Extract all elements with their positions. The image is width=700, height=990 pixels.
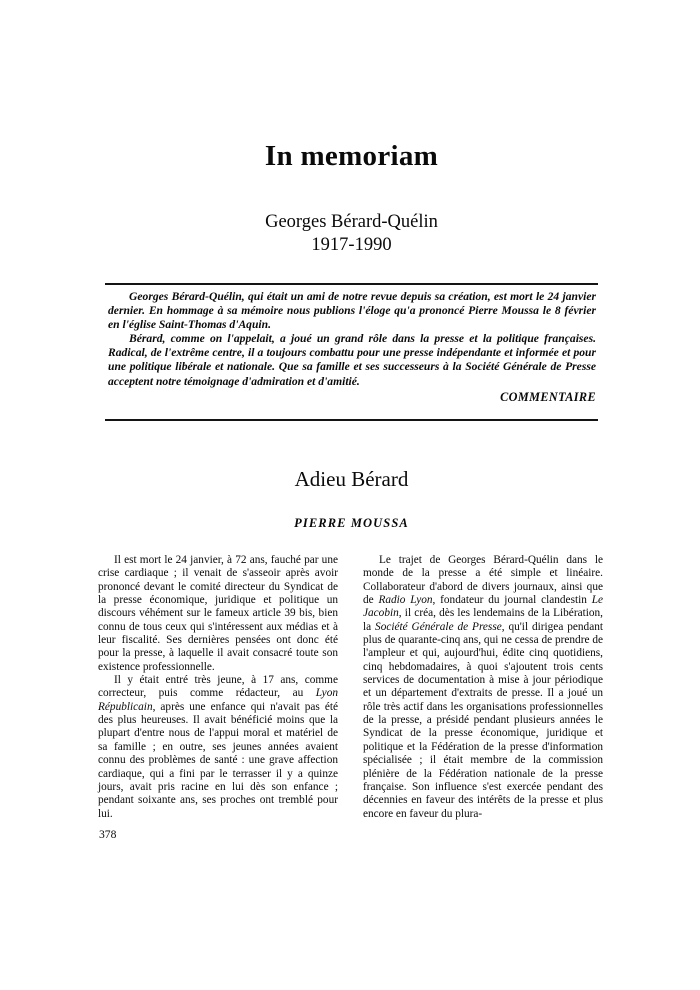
right-column <box>363 554 603 821</box>
editorial-paragraph <box>108 332 596 403</box>
publication-name: Le Jacobin <box>363 594 603 620</box>
body-paragraph <box>363 554 603 821</box>
editorial-note <box>108 290 596 404</box>
subject-block <box>105 211 598 257</box>
article-title: Adieu Bérard <box>294 467 409 491</box>
body-text: Le trajet de Georges Bérard-Quélin dans le monde de la presse a été simple et linéaire. Collaborateur d'abord de divers journaux, ainsi que de <box>363 554 603 607</box>
subject-name: Georges Bérard-Quélin <box>265 212 438 232</box>
page-number: 378 <box>99 828 117 841</box>
subject-years: 1917-1990 <box>311 235 392 255</box>
masthead <box>105 139 598 257</box>
body-text: , fondateur du journal clandestin <box>432 594 592 607</box>
editorial-paragraph: Georges Bérard-Quélin, qui était un ami de notre revue depuis sa création, est mort le 24 janvier dernier. En hommage à sa mémoire nous publions l'éloge qu'a prononcé Pierre Moussa le 8 février en l'église Saint-Thomas d'Aquin. <box>108 290 596 332</box>
body-paragraph: Il est mort le 24 janvier, à 72 ans, fauché par une crise cardiaque ; il venait de s'asseoir après avoir prononcé devant le comité directeur du Syndicat de la presse économique, juridique et politique un discours véhément sur le fameux article 39 bis, bien connu de tous ceux qui s'intéressent aux médias et à leur fiscalité. Ses dernières pensées ont donc été pour la presse, à laquelle il avait consacré toute son existence professionnelle. <box>98 554 338 673</box>
publication-name: Lyon Républicain <box>98 687 338 713</box>
body-text: , il créa, dès les lendemains de la Libération, la <box>363 607 603 633</box>
page-title: In memoriam <box>264 140 439 172</box>
organization-name: Société Générale de Presse <box>375 620 502 633</box>
divider-bottom <box>105 419 598 421</box>
body-text: Il y était entré très jeune, à 17 ans, comme correcteur, puis comme rédacteur, au <box>98 674 338 700</box>
body-columns <box>98 554 603 821</box>
left-column <box>98 554 338 821</box>
body-paragraph <box>98 674 338 821</box>
editorial-signature: COMMENTAIRE <box>500 389 596 404</box>
publication-name: Radio Lyon <box>378 594 433 607</box>
body-text: , après une enfance qui n'avait pas été des plus heureuses. Il avait bénéficié moins que la plupart d'entre nous de l'appui moral et matériel de sa famille ; en outre, ses jeunes années avaient connu des problèmes de santé : une grave affection cardiaque, qui a fini par le terrasser il y a quinze jours, avait pris racine en lui dès son enfance ; pendant soixante ans, ses proches ont tremblé pour lui. <box>98 700 338 820</box>
body-text: , qu'il dirigea pendant plus de quarante-cinq ans, qui ne cessa de prendre de l'ampleur et qui, aujourd'hui, édite cinq quotidiens, cinq hebdomadaires, à quoi s'ajoutent trois cents services de documentation à mise à jour périodique et un département d'extraits de presse. Il a joué un rôle très actif dans les organisations professionnelles de la presse, a présidé pendant plusieurs années le Syndicat de la presse économique, juridique et politique et la Fédération de la presse d'information spécialisée ; il était membre de la commission plénière de la Fédération nationale de la presse française. Son influence s'est exercée pendant des décennies en faveur des intérêts de la presse et plus encore en faveur du plura- <box>363 620 603 820</box>
editorial-paragraph-text: Bérard, comme on l'appelait, a joué un grand rôle dans la presse et la politique françaises. Radical, de l'extrême centre, il a toujours combattu pour une presse indépendante et informée et pour une politique libérale et nationale. Que sa famille et ses successeurs à la Société Générale de Presse acceptent notre témoignage d'admiration et d'amitié. <box>108 332 596 388</box>
divider-top <box>105 283 598 285</box>
article-byline: PIERRE MOUSSA <box>294 516 409 530</box>
